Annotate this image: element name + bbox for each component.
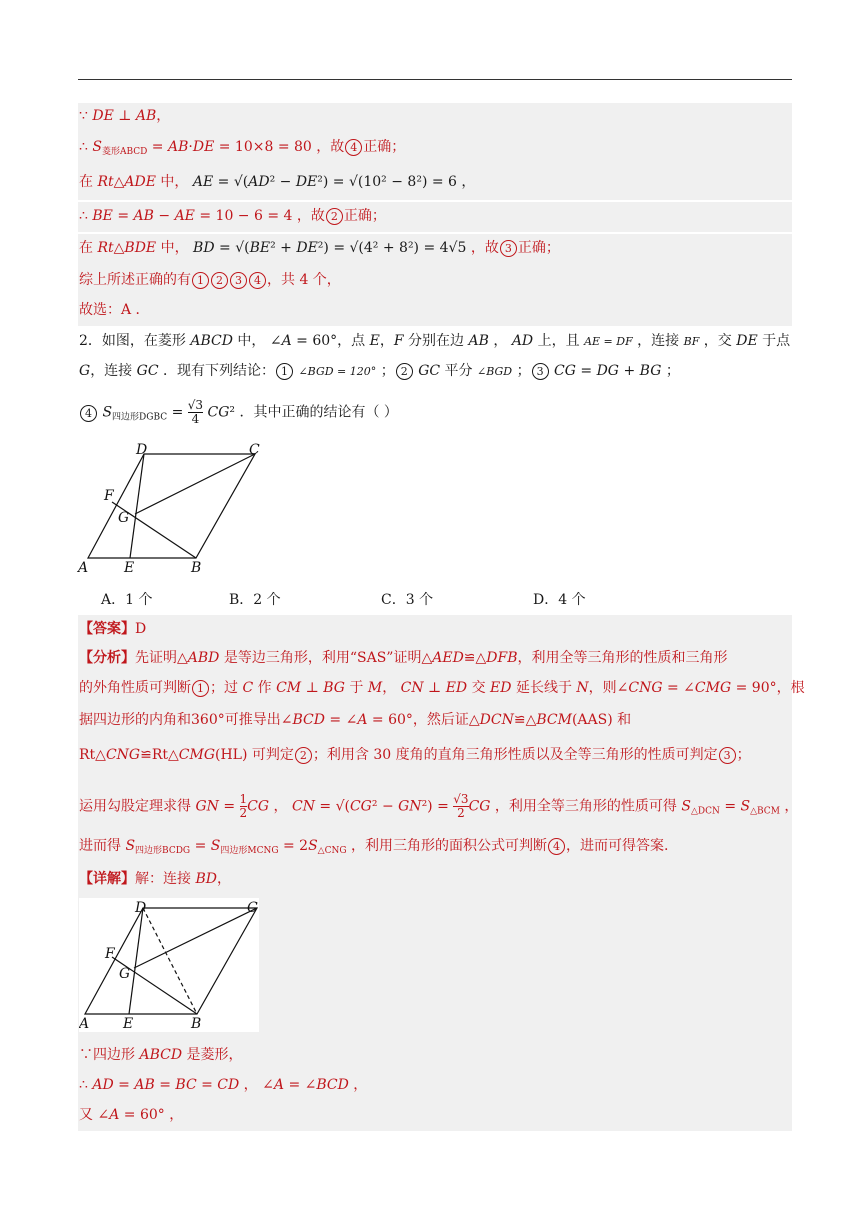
- label-E: E: [124, 560, 135, 576]
- answer-line: 【答案】D: [79, 621, 147, 637]
- label-F: F: [104, 488, 114, 504]
- detail-line-1: 【详解】解：连接 BD，: [79, 871, 231, 887]
- analysis-line-2: 的外角性质可判断 1 ；过 C 作 CM ⊥ BG 于 M， CN ⊥ ED 交 ED 延长线于 N，则∠CNG = ∠CMG = 90°，根: [79, 680, 805, 696]
- analysis-line-5: 运用勾股定理求得 GN = $\frac{1}{2}$ CG ， CN = √(CG² − GN²) = $\frac{√3}{2}$ CG ，利用全等三角形的性质可得 $S_{\triangle DCN} = S_{\triangle BCM}$ ，: [79, 792, 799, 820]
- label-A: A: [78, 560, 89, 576]
- label2-F: F: [105, 946, 115, 962]
- analysis-line-6: 进而得 $S_{四边形BCDG} = S_{四边形MCNG} = 2S_{\triangle CNG}$ ，利用三角形的面积公式可判断 4 ，进而可得答案.: [79, 838, 669, 856]
- analysis-line-4: Rt△CNG≌Rt△CMG(HL) 可判定 2 ；利用含 30 度角的直角三角形性质以及全等三角形的性质可判定 3 ；: [79, 747, 751, 763]
- solution-line-1: ∵ DE ⊥ AB，: [79, 108, 171, 124]
- option-a: A．1 个: [101, 592, 153, 608]
- option-b: B．2 个: [229, 592, 281, 608]
- label2-D: D: [135, 900, 147, 916]
- rhombus-figure-1: [74, 438, 274, 578]
- question-line-3: 4 $S_{四边形DGBC}$ = $\frac{√3}{4}$ CG² ．其中正确的结论有（ ）: [79, 399, 398, 428]
- header-rule: [78, 79, 792, 80]
- label2-B: B: [191, 1016, 202, 1032]
- option-c: C．3 个: [381, 592, 434, 608]
- analysis-line-3: 据四边形的内角和360°可推导出∠BCD = ∠A = 60°，然后证△DCN≌△BCM(AAS) 和: [79, 712, 632, 728]
- solution-line-3: 在 Rt△ADE 中， AE = √(AD² − DE²) = √(10² − 8²) = 6 ，: [79, 174, 476, 190]
- label2-A: A: [79, 1016, 90, 1032]
- option-d: D．4 个: [533, 592, 586, 608]
- detail-line-3: ∴ AD = AB = BC = CD ， ∠A = ∠BCD ，: [79, 1077, 368, 1093]
- solution-line-6: 综上所述正确的有 1 2 3 4 ，共 4 个，: [79, 272, 341, 288]
- rhombus-figure-2: [79, 898, 259, 1032]
- detail-line-2: ∵四边形 ABCD 是菱形，: [79, 1047, 243, 1063]
- label-C: C: [249, 442, 260, 458]
- label2-C: C: [247, 900, 258, 916]
- solution-line-7: 故选：A ．: [79, 302, 150, 318]
- label-D: D: [136, 442, 148, 458]
- label2-G: G: [119, 966, 131, 982]
- detail-line-4: 又 ∠A = 60° ，: [79, 1107, 184, 1123]
- solution-line-4: ∴ BE = AB − AE = 10 − 6 = 4 ，故 2 正确；: [79, 208, 386, 224]
- label-G: G: [118, 510, 130, 526]
- solution-line-2: ∴ $S_{菱形ABCD} = AB\cdot DE = 10\times 8 = 80$ ，故 4 正确；: [79, 139, 406, 157]
- solution-line-5: 在 Rt△BDE 中， BD = √(BE² + DE²) = √(4² + 8²) = 4√5 ，故 3 正确；: [79, 240, 560, 256]
- question-line-2: G，连接 GC ．现有下列结论： 1 ∠BGD = 120° ； 2 GC 平分 ∠BGD ； 3 CG = DG + BG ；: [79, 363, 680, 379]
- label2-E: E: [123, 1016, 134, 1032]
- question-line-1: 2．如图，在菱形 ABCD 中， ∠A = 60°，点 E，F 分别在边 AB ， AD 上，且 AE = DF ，连接 BF ，交 DE 于点: [79, 333, 791, 349]
- label-B: B: [191, 560, 202, 576]
- analysis-line-1: 【分析】先证明△ABD 是等边三角形，利用“SAS”证明△AED≌△DFB，利用全等三角形的性质和三角形: [79, 650, 728, 666]
